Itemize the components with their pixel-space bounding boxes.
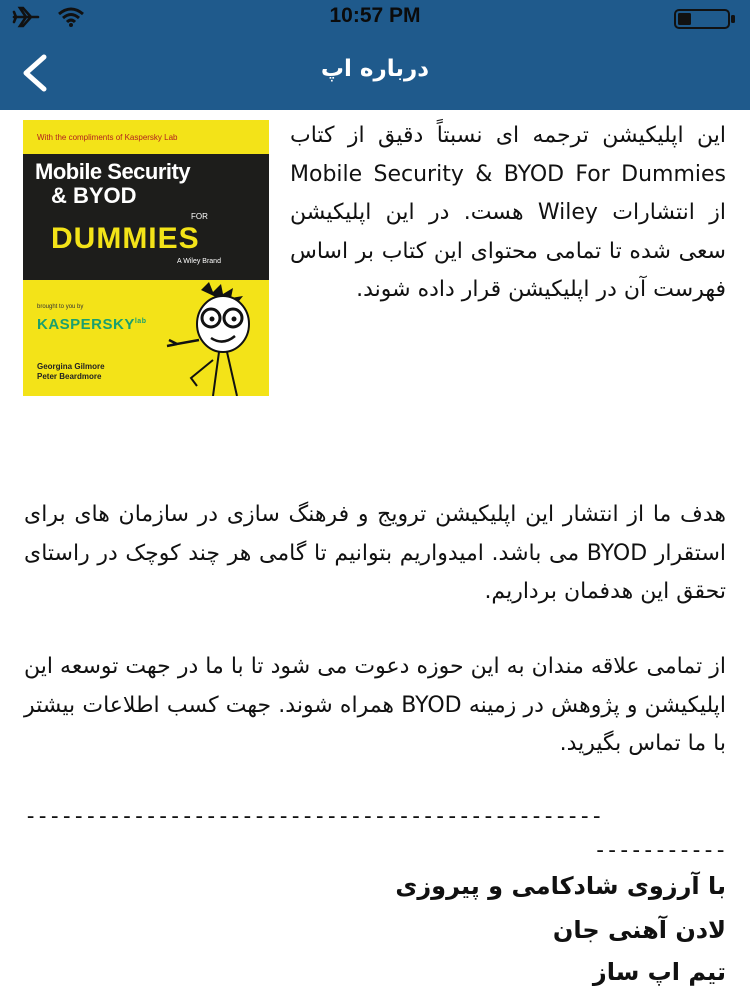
- cover-sponsor: KASPERSKY: [37, 316, 135, 333]
- divider-line: ------------------------------------------------: [24, 804, 603, 829]
- signature-team: تیم اپ ساز: [592, 958, 726, 986]
- page-title: درباره اپ: [320, 56, 430, 82]
- intro-paragraph: این اپلیکیشن ترجمه ای نسبتاً دقیق از کتاب Mobile Security & BYOD For Dummies از انتشارات Wiley هست. در این اپلیکیشن سعی شده تا تمامی محتوای این کتاب بر اساس فهرست آن در اپلیکیشن قرار داده شوند.: [290, 123, 726, 302]
- navigation-bar: [0, 36, 750, 110]
- goal-paragraph: هدف ما از انتشار این اپلیکیشن ترویج و فرهنگ سازی در سازمان های برای استقرار BYOD می باشد. امیدواریم بتوانیم تا گامی هر چند کوچک در راستای تحقق این هدفمان برداریم.: [24, 502, 726, 604]
- cover-sponsor-suffix: lab: [134, 318, 147, 325]
- dummies-mascot-icon: [163, 282, 269, 396]
- cover-title-line1: Mobile Security: [35, 159, 191, 184]
- cover-ribbon: [23, 120, 269, 154]
- top-bar: [0, 0, 750, 110]
- battery-icon: [674, 9, 736, 29]
- cover-authors: Georgina Gilmore Peter Beardmore: [37, 362, 105, 381]
- divider-line-continued: -----------: [593, 838, 726, 863]
- status-time: 10:57 PM: [329, 4, 421, 27]
- status-bar: [0, 0, 750, 36]
- cover-brought: brought to you by: [37, 304, 84, 310]
- signature-wish: با آرزوی شادکامی و پیروزی: [395, 872, 726, 900]
- signature-author: لادن آهنی جان: [552, 916, 726, 944]
- book-cover-image: [23, 120, 269, 396]
- cover-for: FOR: [191, 212, 208, 221]
- cover-title-line2: & BYOD: [51, 183, 137, 208]
- invitation-paragraph: از تمامی علاقه مندان به این حوزه دعوت می شود تا با ما در جهت توسعه این اپلیکیشن و پژوهش در زمینه BYOD همراه شوند. جهت کسب اطلاعات بیشتر با ما تماس بگیرید.: [24, 654, 726, 756]
- cover-brand: A Wiley Brand: [177, 258, 221, 265]
- cover-ribbon-text: With the compliments of Kaspersky Lab: [37, 133, 178, 142]
- cover-sponsor-logo: [37, 316, 146, 333]
- cover-dummies: DUMMIES: [51, 222, 200, 255]
